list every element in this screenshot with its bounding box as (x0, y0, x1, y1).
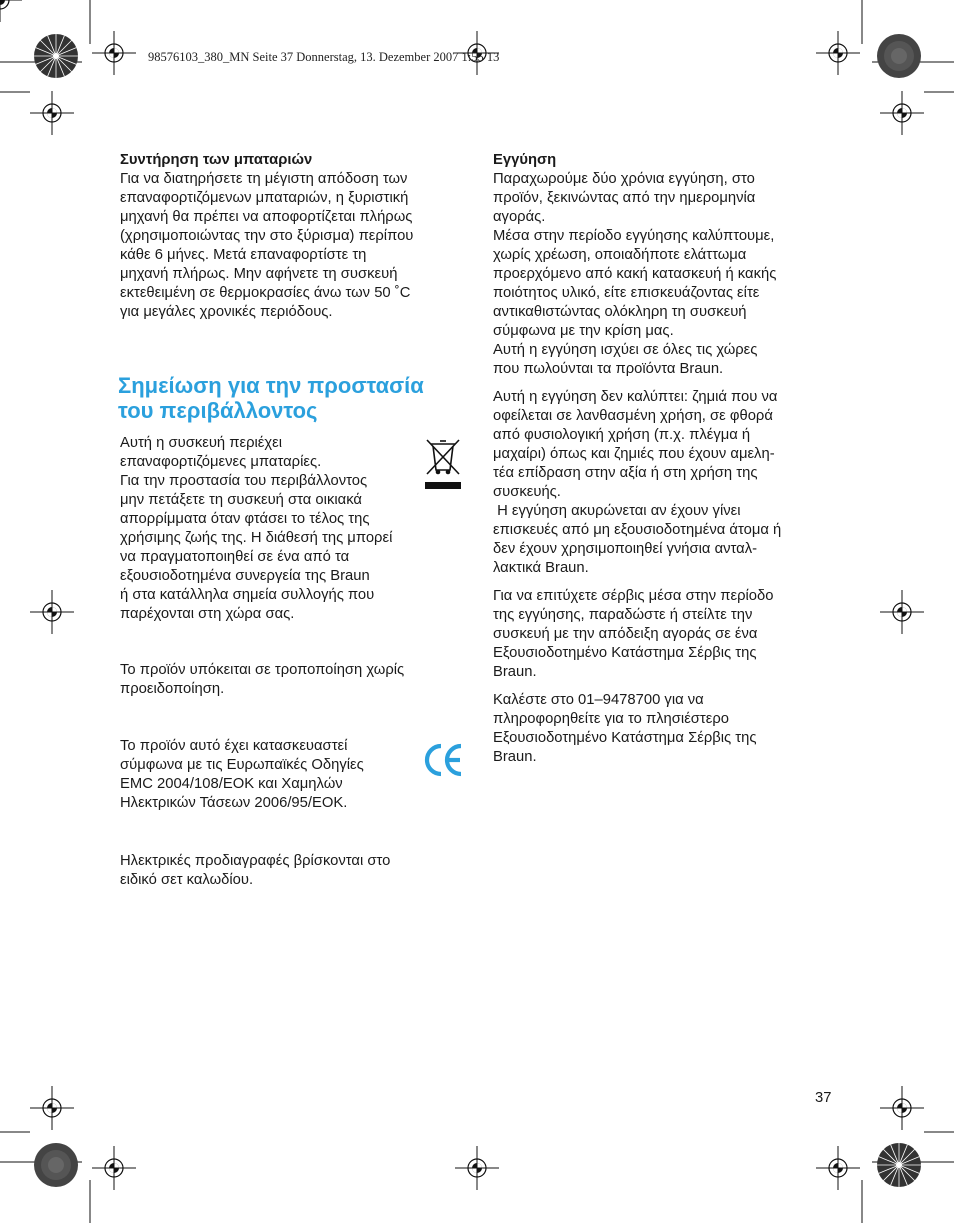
text-line: μαχαίρι) όπως και ζημιές που έχουν αμελη- (493, 446, 775, 462)
text-line: ποιότητος υλικό, είτε επισκευάζοντας είτε (493, 285, 760, 301)
text-line: χωρίς χρέωση, οποιαδήποτε ελάττωμα (493, 247, 747, 263)
text-line: Το προϊόν υπόκειται σε τροποποίηση χωρίς (120, 662, 405, 678)
text-line: Braun. (493, 664, 537, 680)
text-line: Εξουσιοδοτημένο Κατάστημα Σέρβις της (493, 645, 757, 661)
color-wheel-icon (877, 34, 921, 78)
registration-mark-icon (0, 0, 22, 22)
text-line: Αυτή η συσκευή περιέχει (120, 435, 283, 451)
text-line: Αυτή η εγγύηση δεν καλύπτει: ζημιά που να (493, 389, 778, 405)
ce-conformity-note (120, 737, 420, 813)
text-line: Για να επιτύχετε σέρβις μέσα στην περίοδο (493, 588, 774, 604)
text-line: για μεγάλες χρονικές περιόδους. (120, 304, 333, 320)
text-line: επαναφορτιζόμενες μπαταρίες. (120, 454, 322, 470)
text-line: της εγγύησης, παραδώστε ή στείλτε την (493, 607, 753, 623)
text-line: Ηλεκτρικών Τάσεων 2006/95/ΕΟΚ. (120, 795, 348, 811)
text-line: παρέχονται στη χώρα σας. (120, 606, 295, 622)
text-line: Η εγγύηση ακυρώνεται αν έχουν γίνει (493, 503, 741, 519)
text-line: εξουσιοδοτημένα συνεργεία της Braun (120, 568, 370, 584)
warranty-terms (493, 170, 838, 379)
warranty-heading: Εγγύηση (493, 152, 557, 168)
ce-mark-icon (422, 741, 464, 779)
heading-line: Σημείωση για την προστασία (118, 373, 424, 398)
text-line: αγοράς. (493, 209, 546, 225)
text-line: Καλέστε στο 01–9478700 για να (493, 692, 704, 708)
modification-note (120, 661, 465, 699)
battery-heading: Συντήρηση των μπαταριών (120, 152, 313, 168)
text-line: λακτικά Braun. (493, 560, 589, 576)
text-line: εκτεθειμένη σε θερμοκρασίες άνω των 50 ˚C (120, 285, 411, 301)
heading-line: του περιβάλλοντος (118, 398, 318, 423)
text-line: Εξουσιοδοτημένο Κατάστημα Σέρβις της (493, 730, 757, 746)
text-line: κάθε 6 μήνες. Μετά επαναφορτίστε τη (120, 247, 367, 263)
text-line: μηχανή θα πρέπει να αποφορτίζεται πλήρως (120, 209, 413, 225)
print-slug: 98576103_380_MN Seite 37 Donnerstag, 13. Dezember 2007 1:55 13 (148, 50, 500, 64)
color-wheel-icon (877, 1143, 921, 1187)
text-line: δεν έχουν χρησιμοποιηθεί γνήσια ανταλ- (493, 541, 758, 557)
text-line: να πραγματοποιηθεί σε ένα από τα (120, 549, 350, 565)
battery-maintenance-section (120, 151, 465, 322)
text-line: (χρησιμοποιώντας την στο ξύρισμα) περίπου (120, 228, 414, 244)
warranty-service (493, 587, 838, 682)
warranty-contact (493, 691, 838, 767)
color-wheel-icon (34, 1143, 78, 1187)
environment-section (120, 434, 460, 624)
text-line: απορρίμματα όταν φτάσει το τέλος της (120, 511, 370, 527)
text-line: σύμφωνα με τις Ευρωπαϊκές Οδηγίες (120, 757, 364, 773)
warranty-section (493, 151, 838, 767)
warranty-exclusions (493, 388, 838, 578)
color-wheel-icon (34, 34, 78, 78)
page-number: 37 (815, 1090, 832, 1106)
text-line: οφείλεται σε λανθασμένη χρήση, σε φθορά (493, 408, 773, 424)
electrical-spec-note (120, 852, 465, 890)
text-line: που πωλούνται τα προϊόντα Braun. (493, 361, 724, 377)
text-line: σύμφωνα με την κρίση μας. (493, 323, 674, 339)
text-line: επισκευές από μη εξουσιοδοτημένα άτομα ή (493, 522, 782, 538)
environment-heading (118, 373, 478, 423)
text-line: προειδοποίηση. (120, 681, 225, 697)
text-line: ειδικό σετ καλωδίου. (120, 872, 254, 888)
text-line: Braun. (493, 749, 537, 765)
text-line: ή στα κατάλληλα σημεία συλλογής που (120, 587, 375, 603)
text-line: προϊόν, ξεκινώντας από την ημερομηνία (493, 190, 756, 206)
text-line: προερχόμενο από κακή κατασκευή ή κακής (493, 266, 777, 282)
text-line: Μέσα στην περίοδο εγγύησης καλύπτουμε, (493, 228, 775, 244)
text-line: τέα επίδραση στην αξία ή στη χρήση της (493, 465, 758, 481)
text-line: Παραχωρούμε δύο χρόνια εγγύηση, στο (493, 171, 755, 187)
text-line: μην πετάξετε τη συσκευή στα οικιακά (120, 492, 362, 508)
text-line: μηχανή πλήρως. Μην αφήνετε τη συσκευή (120, 266, 398, 282)
text-line: από φυσιολογική χρήση (π.χ. πλέγμα ή (493, 427, 751, 443)
text-line: επαναφορτιζόμενων μπαταριών, η ξυριστική (120, 190, 409, 206)
crossed-bin-icon (423, 436, 463, 492)
text-line: Αυτή η εγγύηση ισχύει σε όλες τις χώρες (493, 342, 758, 358)
text-line: αντικαθιστώντας ολόκληρη τη συσκευή (493, 304, 747, 320)
text-line: χρήσιμης ζωής της. Η διάθεσή της μπορεί (120, 530, 393, 546)
text-line: Για να διατηρήσετε τη μέγιστη απόδοση των (120, 171, 408, 187)
text-line: Το προϊόν αυτό έχει κατασκευαστεί (120, 738, 348, 754)
text-line: Ηλεκτρικές προδιαγραφές βρίσκονται στο (120, 853, 391, 869)
text-line: πληροφορηθείτε για το πλησιέστερο (493, 711, 730, 727)
text-line: συσκευής. (493, 484, 561, 500)
text-line: Για την προστασία του περιβάλλοντος (120, 473, 368, 489)
text-line: EMC 2004/108/ΕΟΚ και Χαμηλών (120, 776, 343, 792)
text-line: συσκευή με την απόδειξη αγοράς σε ένα (493, 626, 758, 642)
